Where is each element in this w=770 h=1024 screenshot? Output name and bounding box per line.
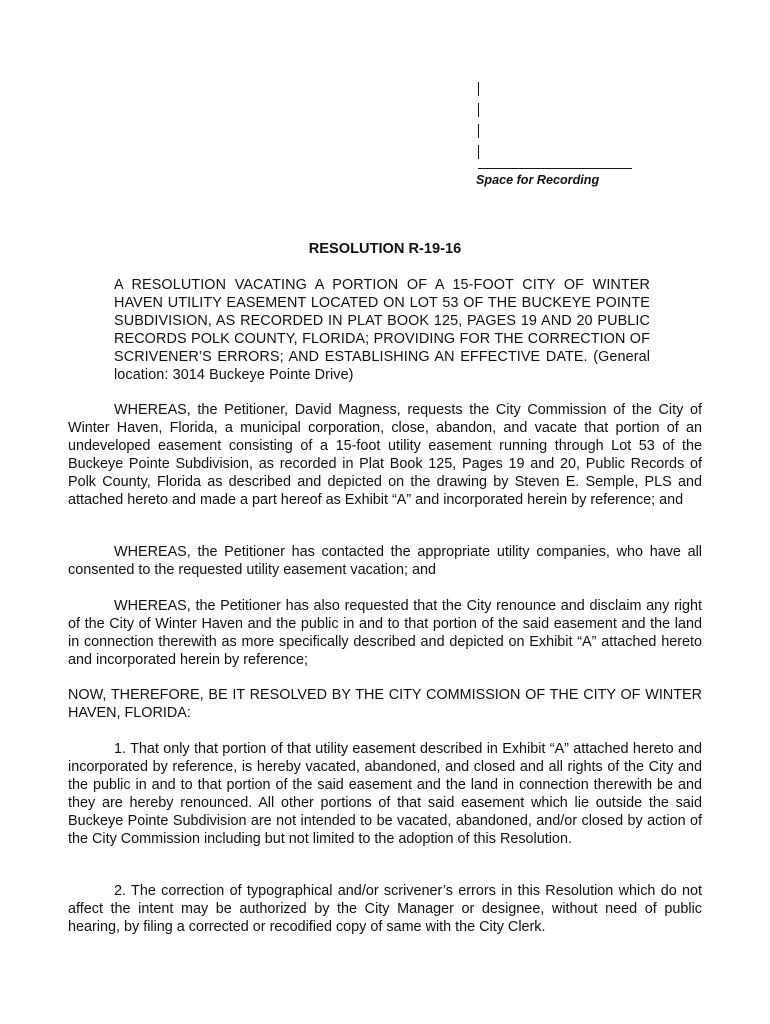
- recording-space-box: [476, 82, 636, 166]
- resolution-title: RESOLUTION R-19-16: [308, 241, 462, 257]
- recording-line: [478, 103, 479, 117]
- whereas-paragraph-1: WHEREAS, the Petitioner, David Magness, requests the City Commission of the City of Winter Haven, Florida, a municipal corporation, close, abandon, and vacate that portion of an undeveloped easement consisting of a 15-foot utility easement running through Lot 53 of the Buckeye Pointe Subdivision, as recorded in Plat Book 125, Pages 19 and 20, Public Records of Polk County, Florida as described and depicted on the drawing by Steven E. Semple, PLS and attached hereto and made a part hereof as Exhibit “A” and incorporated herein by reference; and: [68, 402, 702, 508]
- whereas-paragraph-3: WHEREAS, the Petitioner has also requested that the City renounce and disclaim any right of the City of Winter Haven and the public in and to that portion of the said easement and the land in connection therewith as more specifically described and depicted on Exhibit “A” attached hereto and incorporated herein by reference;: [68, 598, 702, 668]
- recording-line: [478, 82, 479, 96]
- recording-underline: [478, 168, 632, 169]
- section-1-paragraph: 1. That only that portion of that utility easement described in Exhibit “A” attached hereto and incorporated by reference, is hereby vacated, abandoned, and closed and all rights of the City and the public in and to that portion of the said easement and the land in connection therewith be and they are hereby renounced. All other portions of that said easement which lie outside the said Buckeye Pointe Subdivision are not intended to be vacated, abandoned, and/or closed by action of the City Commission including but not limited to the adoption of this Resolution.: [68, 741, 702, 847]
- resolution-heading: A RESOLUTION VACATING A PORTION OF A 15-FOOT CITY OF WINTER HAVEN UTILITY EASEMENT LOCATED ON LOT 53 OF THE BUCKEYE POINTE SUBDIVISION, AS RECORDED IN PLAT BOOK 125, PAGES 19 AND 20 PUBLIC RECORDS POLK COUNTY, FLORIDA; PROVIDING FOR THE CORRECTION OF SCRIVENER’S ERRORS; AND ESTABLISHING AN EFFECTIVE DATE. (General location: 3014 Buckeye Pointe Drive): [114, 277, 650, 383]
- recording-line: [478, 145, 479, 159]
- recording-line: [478, 124, 479, 138]
- resolved-clause: NOW, THEREFORE, BE IT RESOLVED BY THE CITY COMMISSION OF THE CITY OF WINTER HAVEN, FLORIDA:: [68, 687, 702, 721]
- section-2-paragraph: 2. The correction of typographical and/or scrivener’s errors in this Resolution which do not affect the intent may be authorized by the City Manager or designee, without need of public hearing, by filing a corrected or recodified copy of same with the City Clerk.: [68, 883, 702, 935]
- recording-caption: Space for Recording: [476, 173, 600, 187]
- whereas-paragraph-2: WHEREAS, the Petitioner has contacted the appropriate utility companies, who have all consented to the requested utility easement vacation; and: [68, 544, 702, 578]
